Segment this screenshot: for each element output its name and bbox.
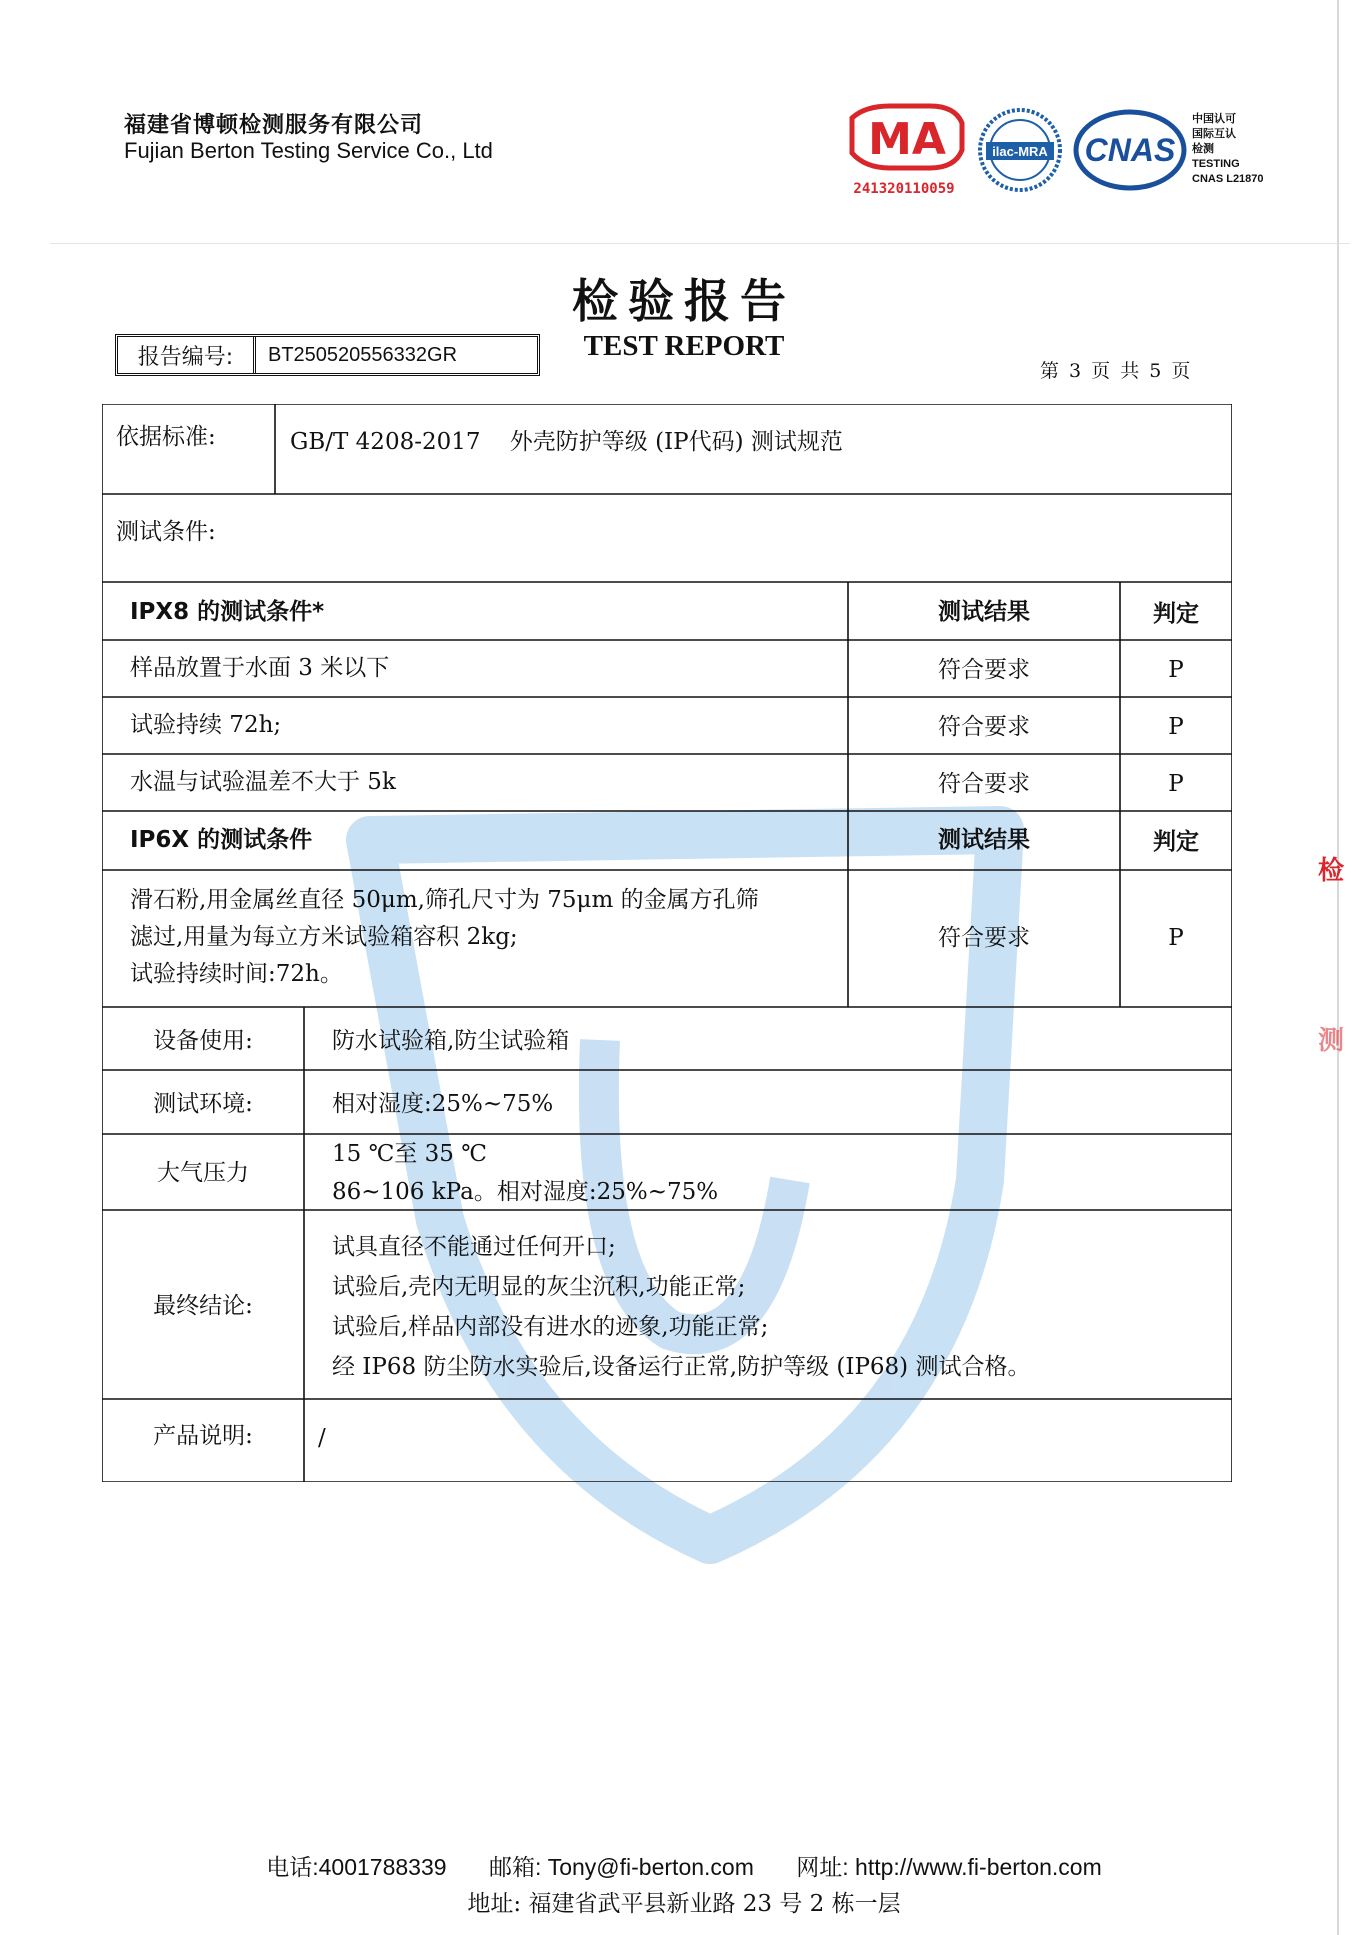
cma-logo-icon [852,106,962,168]
conclusion-label: 最终结论: [153,1293,253,1319]
page-indicator: 第 3 页 共 5 页 [1040,360,1193,382]
ipx8-verdict-3: P [1168,771,1184,797]
cnas-accreditation-text: 中国认可 国际互认 检测 TESTING CNAS L21870 [1192,113,1264,185]
conclusion-line-3: 试验后,样品内部没有进水的迹象,功能正常; [332,1314,769,1340]
ip6x-condition-line-3: 试验持续时间:72h。 [130,961,343,987]
ip6x-condition-line-1: 滑石粉,用金属丝直径 50μm,筛孔尺寸为 75μm 的金属方孔筛 [130,887,759,913]
ilac-mra-logo-icon [980,110,1060,190]
footer-contact [0,1849,1368,1882]
result-header: 测试结果 [938,599,1030,625]
ipx8-verdict-1: P [1168,657,1184,683]
ip6x-condition-line-2: 滤过,用量为每立方米试验箱容积 2kg; [130,924,518,950]
environment-value: 相对湿度:25%~75% [332,1091,554,1117]
footer-phone: 电话:4001788339 [266,1854,447,1880]
cma-number: 241320110059 [853,181,955,197]
footer-address: 地址: 福建省武平县新业路 23 号 2 栋一层 [467,1891,901,1917]
report-title-cn: 检验报告 [572,274,796,328]
ip6x-verdict-header: 判定 [1153,829,1199,855]
pressure-label: 大气压力 [157,1160,249,1186]
standard-label: 依据标准: [116,424,216,450]
conclusion-line-4: 经 IP68 防尘防水实验后,设备运行正常,防护等级 (IP68) 测试合格。 [332,1354,1031,1380]
ipx8-verdict-2: P [1168,714,1184,740]
report-number-label: 报告编号: [118,337,256,373]
ipx8-header: IPX8 的测试条件* [130,599,325,625]
equipment-label: 设备使用: [153,1028,253,1054]
report-title-en: TEST REPORT [583,330,785,362]
cnas-logo-icon [1076,112,1184,188]
report-number-value: BT250520556332GR [268,343,458,366]
ip6x-result: 符合要求 [938,925,1030,951]
company-name-cn: 福建省博顿检测服务有限公司 [124,113,424,138]
svg-text:CNAS: CNAS [1084,132,1176,168]
ipx8-result-3: 符合要求 [938,771,1030,797]
equipment-value: 防水试验箱,防尘试验箱 [332,1028,570,1054]
standard-value: GB/T 4208-2017 外壳防护等级 (IP代码) 测试规范 [290,429,843,455]
ipx8-condition-3: 水温与试验温差不大于 5k [130,769,396,795]
svg-text:ilac-MRA: ilac-MRA [992,144,1048,159]
environment-label: 测试环境: [153,1091,253,1117]
ipx8-condition-1: 样品放置于水面 3 米以下 [130,655,390,681]
pressure-line-1: 15 ℃至 35 ℃ [332,1141,487,1167]
footer-email: 邮箱: Tony@fi-berton.com [488,1854,754,1880]
ipx8-result-1: 符合要求 [938,657,1030,683]
seal-stamp-fragment: 检 测 [1318,856,1345,1056]
product-value: / [318,1425,326,1451]
ip6x-header: IP6X 的测试条件 [130,827,313,853]
ipx8-condition-2: 试验持续 72h; [130,712,282,738]
conclusion-line-1: 试具直径不能通过任何开口; [332,1234,616,1260]
pressure-line-2: 86~106 kPa。相对湿度:25%~75% [332,1179,719,1205]
report-number-box [115,334,540,376]
verdict-header: 判定 [1153,601,1199,627]
footer-website: 网址: http://www.fi-berton.com [796,1854,1102,1880]
conclusion-line-2: 试验后,壳内无明显的灰尘沉积,功能正常; [332,1274,746,1300]
svg-text:MA: MA [868,114,946,165]
conditions-label: 测试条件: [116,519,216,545]
product-label: 产品说明: [153,1423,253,1449]
ip6x-verdict: P [1168,925,1184,951]
header-divider [50,243,1350,244]
ip6x-result-header: 测试结果 [938,827,1030,853]
ipx8-result-2: 符合要求 [938,714,1030,740]
company-name-en: Fujian Berton Testing Service Co., Ltd [124,138,493,163]
